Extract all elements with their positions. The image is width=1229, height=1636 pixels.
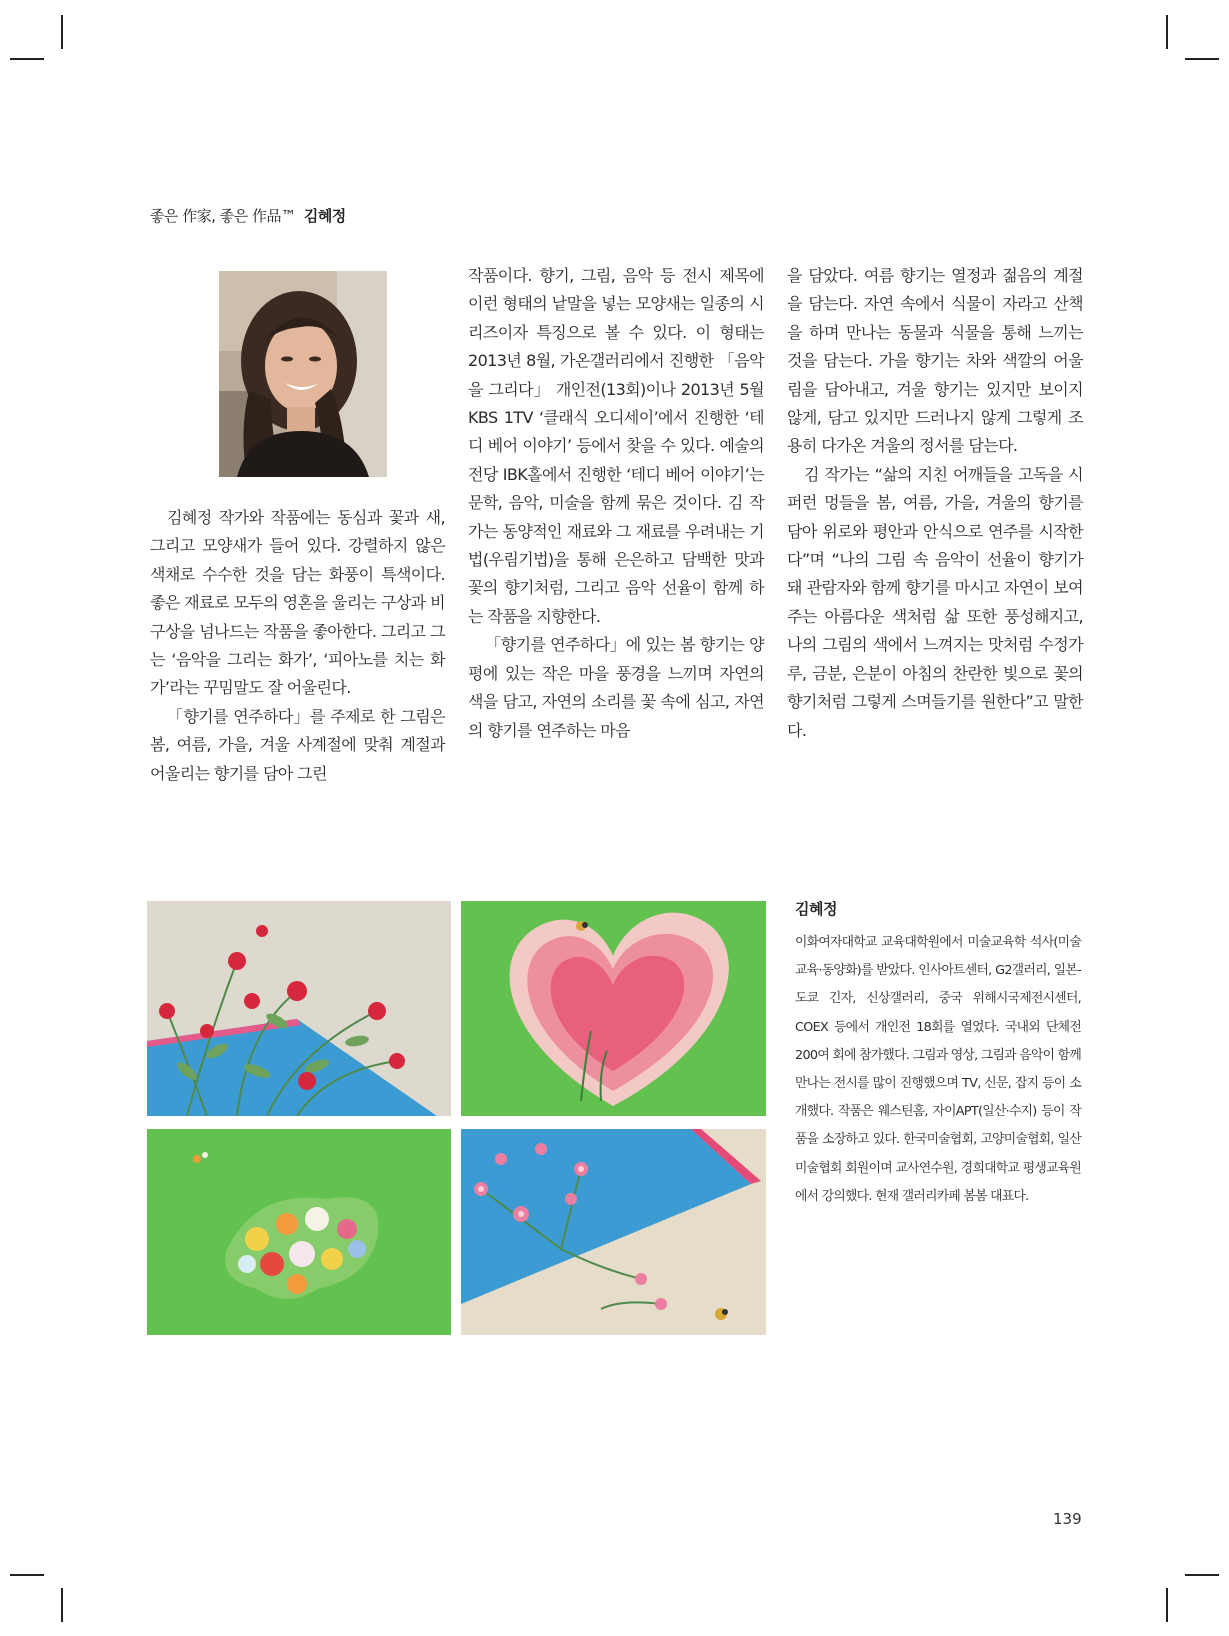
artwork-image <box>147 1129 451 1335</box>
crop-mark <box>1166 1588 1168 1622</box>
artist-photo-image <box>219 271 387 477</box>
paragraph: 을 담았다. 여름 향기는 열정과 젊음의 계절을 담는다. 자연 속에서 식물이 자라고 산책을 하며 만나는 동물과 식물을 통해 느끼는 것을 담는다. 가을 향기는 차와 색깔의 어울림을 담아내고, 겨울 향기는 있지만 보이지 않게, 담고 있지만 드러나지 않게 그렇게 조용히 다가온 겨울의 정서를 담는다. <box>787 266 1083 456</box>
page-number: 139 <box>1053 1510 1082 1528</box>
crop-mark <box>1185 58 1219 60</box>
artwork-red-flowers <box>147 901 451 1116</box>
running-header <box>150 205 346 226</box>
crop-mark <box>61 1588 63 1622</box>
paragraph: 김 작가는 “삶의 지친 어깨들을 고독을 시퍼런 멍들을 봄, 여름, 가을, 겨울의 향기를 담아 위로와 평안과 안식으로 연주를 시작한다”며 “나의 그림 속 음악이 선율이 향기가 돼 관람자와 함께 향기를 마시고 자연이 보여주는 아름다운 색처럼 삶 또한 풍성해지고, 나의 그림의 색에서 느껴지는 맛처럼 수정가루, 금분, 은분이 아침의 찬란한 빛으로 꽃의 향기처럼 그렇게 스며들기를 원한다”고 말한다. <box>787 464 1083 740</box>
paragraph: 「향기를 연주하다」를 주제로 한 그림은 봄, 여름, 가을, 겨울 사계절에 맞춰 계절과 어울리는 향기를 담아 그린 <box>150 706 445 783</box>
crop-mark <box>10 1574 44 1576</box>
crop-mark <box>1166 15 1168 49</box>
article-column-2 <box>468 262 764 745</box>
artwork-image <box>461 901 766 1116</box>
bio-title: 김혜정 <box>795 900 837 918</box>
paragraph: 작품이다. 향기, 그림, 음악 등 전시 제목에 이런 형태의 낱말을 넣는 모양새는 일종의 시리즈이자 특징으로 볼 수 있다. 이 형태는 2013년 8월, 가온갤러리에서 진행한 「음악을 그리다」 개인전(13회)이나 2013년 5월 KBS 1TV ‘클래식 오디세이’에서 진행한 ‘테디 베어 이야기’ 등에서 찾을 수 있다. 예술의 전당 IBK홀에서 진행한 ‘테디 베어 이야기’는 문학, 음악, 미술을 함께 묶은 것이다. 김 작가는 동양적인 재료와 그 재료를 우려내는 기법(우림기법)을 통해 은은하고 담백한 맛과 꽃의 향기처럼, 그리고 음악 선율이 함께 하는 작품을 지향한다. <box>468 266 764 626</box>
crop-mark <box>61 15 63 49</box>
artwork-flower-bouquet <box>147 1129 451 1335</box>
artwork-pink-heart <box>461 901 766 1116</box>
crop-mark <box>1185 1574 1219 1576</box>
article-column-3 <box>787 262 1083 745</box>
paragraph: 김혜정 작가와 작품에는 동심과 꽃과 새, 그리고 모양새가 들어 있다. 강렬하지 않은 색채로 수수한 것을 담는 화풍이 특색이다. 좋은 재료로 모두의 영혼을 울리는 구상과 비구상을 넘나드는 작품을 좋아한다. 그리고 그는 ‘음악을 그리는 화가’, ‘피아노를 치는 화가’라는 꾸밈말도 잘 어울린다. <box>150 508 445 698</box>
artwork-image <box>461 1129 766 1335</box>
artist-photo <box>219 271 387 477</box>
article-column-1 <box>150 504 445 788</box>
series-title: 좋은 作家, 좋은 作品™ <box>150 207 296 225</box>
paragraph: 「향기를 연주하다」에 있는 봄 향기는 양평에 있는 작은 마을 풍경을 느끼며 자연의 색을 담고, 자연의 소리를 꽃 속에 심고, 자연의 향기를 연주하는 마음 <box>468 635 764 740</box>
crop-mark <box>10 58 44 60</box>
artist-name: 김혜정 <box>303 207 346 225</box>
bio-text: 이화여자대학교 교육대학원에서 미술교육학 석사(미술교육·동양화)를 받았다. 인사아트센터, G2갤러리, 일본-도쿄 긴자, 신상갤러리, 중국 위해시국제전시센터, COEX 등에서 개인전 18회를 열었다. 국내외 단체전 200여 회에 참가했다. 그림과 영상, 그림과 음악이 함께 만나는 전시를 많이 진행했으며 TV, 신문, 잡지 등이 소개했다. 작품은 웨스틴홈, 자이APT(일산·수지) 등이 작품을 소장하고 있다. 한국미술협회, 고양미술협회, 일산미술협회 회원이며 교사연수원, 경희대학교 평생교육원에서 강의했다. 현재 갤러리카페 봄봄 대표다. <box>795 935 1081 1204</box>
artwork-pink-flowers <box>461 1129 766 1335</box>
artwork-image <box>147 901 451 1116</box>
